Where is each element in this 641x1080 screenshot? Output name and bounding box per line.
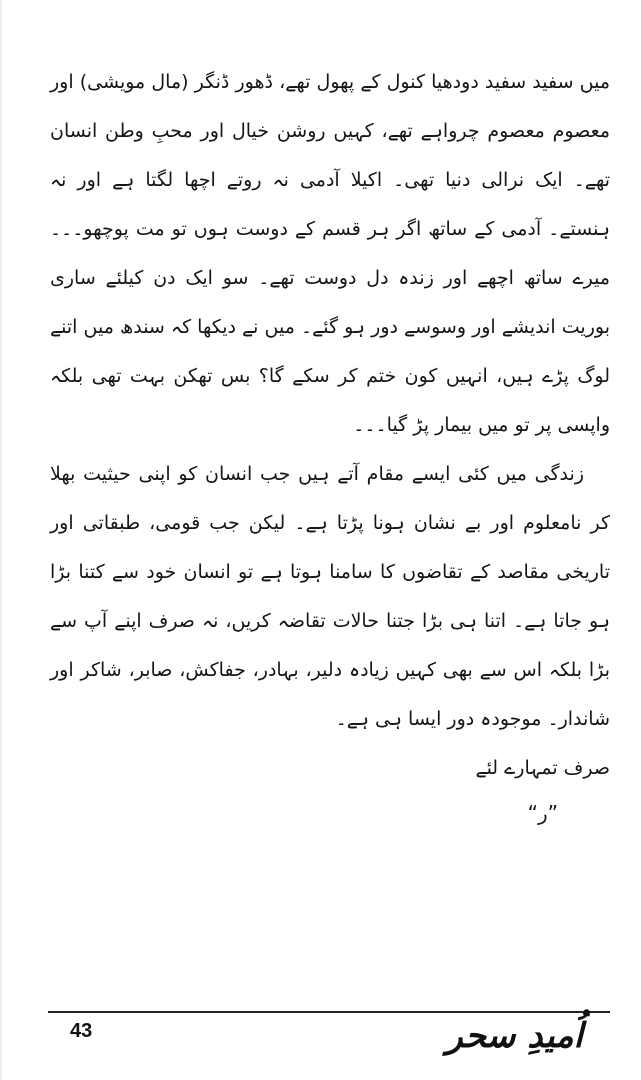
paragraph-2: زندگی میں کئی ایسے مقام آتے ہیں جب انسان کو اپنی حیثیت بھلا کر نامعلوم اور بے نشان ہونا پڑتا ہے۔ لیکن جب قومی، طبقاتی اور تاریخی مقاصد کے تقاضوں کا سامنا ہوتا ہے تو انسان خود سے کتنا بڑا ہو جاتا ہے۔ اتنا ہی بڑا جتنا حالات تقاضہ کریں، نہ صرف اپنے آپ سے بڑا بلکہ اس سے بھی کہیں زیادہ دلیر، بہادر، جفاکش، صابر، شاکر اور شاندار۔ موجودہ دور ایسا ہی ہے۔	[50, 463, 610, 730]
page-number: 43	[70, 1020, 93, 1042]
paragraph-1: میں سفید سفید دودھیا کنول کے پھول تھے، ڈھور ڈنگر (مال مویشی) اور معصوم معصوم چرواہے تھے، کہیں روشن خیال اور محبِ وطن انسان تھے۔ ایک نرالی دنیا تھی۔ اکیلا آدمی نہ روتے اچھا لگتا ہے اور نہ ہنستے۔ آدمی کے ساتھ اگر ہر قسم کے دوست ہوں تو مت پوچھو۔۔۔ میرے ساتھ اچھے اور زندہ دل دوست تھے۔ سو ایک دن کیلئے ساری بوریت اندیشے اور وسوسے دور ہو گئے۔ میں نے دیکھا کہ سندھ میں اتنے لوگ پڑے ہیں، انہیں کون ختم کر سکے گا؟ بس تھکن بہت تھی بلکہ واپسی پر تو میں بیمار پڑ گیا۔۔۔	[50, 71, 610, 436]
closing-line: صرف تمہارے لئے	[475, 757, 610, 779]
book-title: اُمیدِ سحر	[446, 1016, 583, 1056]
footer-rule	[48, 1011, 610, 1013]
page-body	[50, 58, 610, 833]
signature: ”ر“	[527, 801, 558, 825]
scan-edge-shadow	[0, 0, 3, 1080]
